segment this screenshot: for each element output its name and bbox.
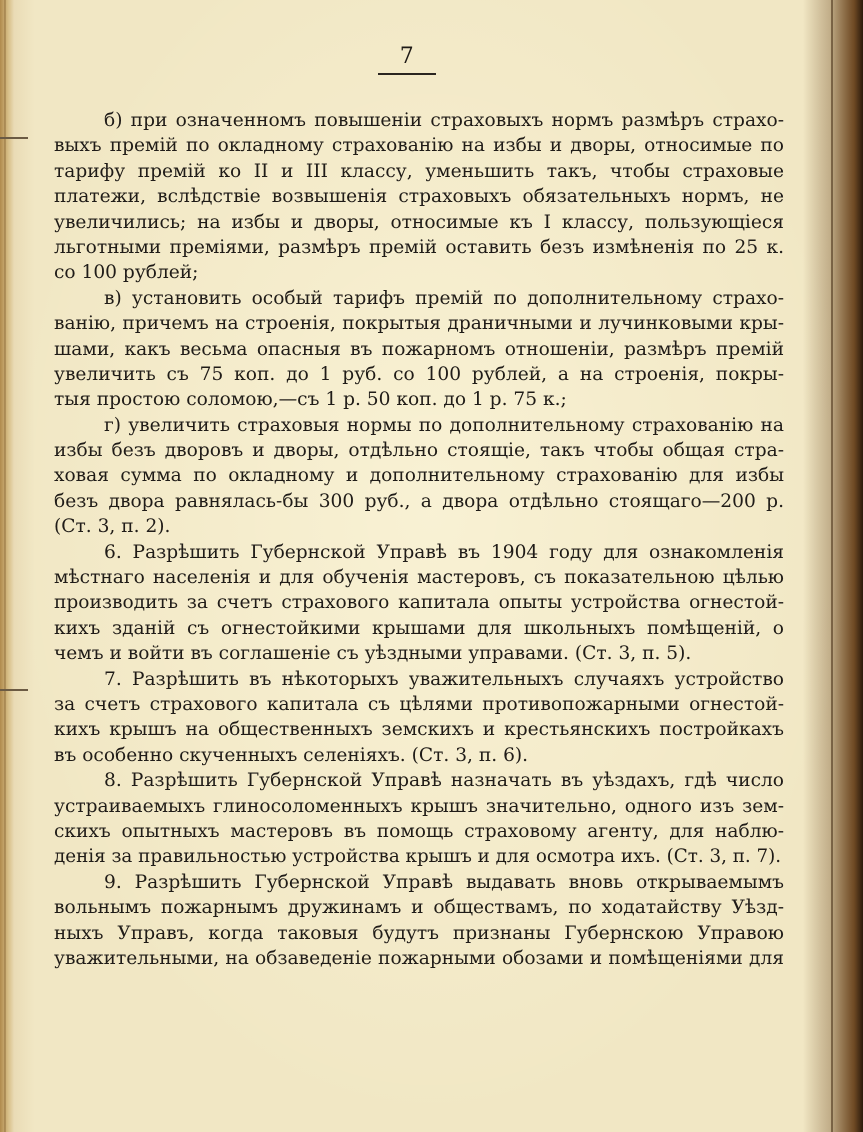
text-line: 8. Разрѣшить Губернской Управѣ назначать въ уѣздахъ, гдѣ число [104,770,784,792]
text-line: в) установить особый тарифъ премій по дополнительному страхо- [104,287,784,309]
text-line: г) увеличить страховыя нормы по дополнительному страхованію на [104,414,784,436]
text-line: 6. Разрѣшить Губернской Управѣ въ 1904 году для ознакомленія [104,541,784,563]
page-left-fold [4,0,6,1132]
text-line: увеличились; на избы и дворы, относимые къ I классу, пользующіеся [54,211,784,233]
text-line: 9. Разрѣшить Губернской Управѣ выдавать вновь открываемымъ [104,871,784,893]
text-line: денія за правильностью устройства крышъ и для осмотра ихъ. (Ст. 3, п. 7). [54,846,782,868]
text-line: въ особенно скученныхъ селеніяхъ. (Ст. 3, п. 6). [54,744,529,766]
page-number: 7 [399,44,415,69]
text-line: б) при означенномъ повышеніи страховыхъ нормъ размѣръ страхо- [104,110,784,131]
text-line: увеличить съ 75 коп. до 1 руб. со 100 рублей, а на строенія, покры- [54,363,784,385]
text-line: со 100 рублей; [54,262,199,284]
text-line: мѣстнаго населенія и для обученія мастеровъ, съ показательною цѣлью [54,567,784,589]
text-line: тыя простою соломою,—съ 1 р. 50 коп. до 1 р. 75 к.; [54,389,567,411]
text-line: безъ двора равнялась-бы 300 руб., а двора отдѣльно стоящаго—200 р. [54,490,784,512]
text-line: ховая сумма по окладному и дополнительному страхованію для избы [54,465,784,487]
text-line: (Ст. 3, п. 2). [54,516,171,538]
text-line: кихъ зданій съ огнестойкими крышами для школьныхъ помѣщеній, о [54,617,784,639]
text-line: 7. Разрѣшить въ нѣкоторыхъ уважительныхъ случаяхъ устройство [104,668,784,690]
text-line: тарифу премій ко II и III классу, уменьшить такъ, чтобы страховые [54,160,784,182]
text-line: выхъ премій по окладному страхованію на избы и дворы, относимые по [54,135,784,157]
page-left-edge [0,0,14,1132]
text-line: платежи, вслѣдствіе возвышенія страховыхъ обязательныхъ нормъ, не [54,186,784,208]
text-line: за счетъ страхового капитала съ цѣлями противопожарными огнестой- [54,693,784,715]
text-line: производить за счетъ страхового капитала опыты устройства огнестой- [54,592,784,614]
text-line: шами, какъ весьма опасныя въ пожарномъ отношеніи, размѣръ премій [54,338,784,360]
text-line: скихъ опытныхъ мастеровъ въ помощь страховому агенту, для наблю- [54,820,784,842]
text-line: уважительными, на обзаведеніе пожарными обозами и помѣщеніями для [54,947,784,969]
text-line: ныхъ Управъ, когда таковыя будутъ признаны Губернскою Управою [54,922,784,944]
body-text [54,108,784,971]
text-line: устраиваемыхъ глиносоломенныхъ крышъ значительно, одного изъ зем- [54,795,784,817]
binding-mark [0,137,28,139]
page-right-crease [831,0,833,1132]
text-line: чемъ и войти въ соглашеніе съ уѣздными управами. (Ст. 3, п. 5). [54,643,692,665]
text-line: льготными преміями, размѣръ премій оставить безъ измѣненія по 25 к. [54,236,784,258]
text-line: избы безъ дворовъ и дворы, отдѣльно стоящіе, такъ чтобы общая стра- [54,440,784,462]
page-number-rule [378,73,436,75]
text-line: кихъ крышъ на общественныхъ земскихъ и крестьянскихъ постройкахъ [54,719,784,741]
binding-mark [0,689,28,691]
text-line: ванію, причемъ на строенія, покрытыя драничными и лучинковыми кры- [54,313,784,335]
page-right-edge [803,0,863,1132]
text-line: вольнымъ пожарнымъ дружинамъ и обществамъ, по ходатайству Уѣзд- [54,897,784,919]
